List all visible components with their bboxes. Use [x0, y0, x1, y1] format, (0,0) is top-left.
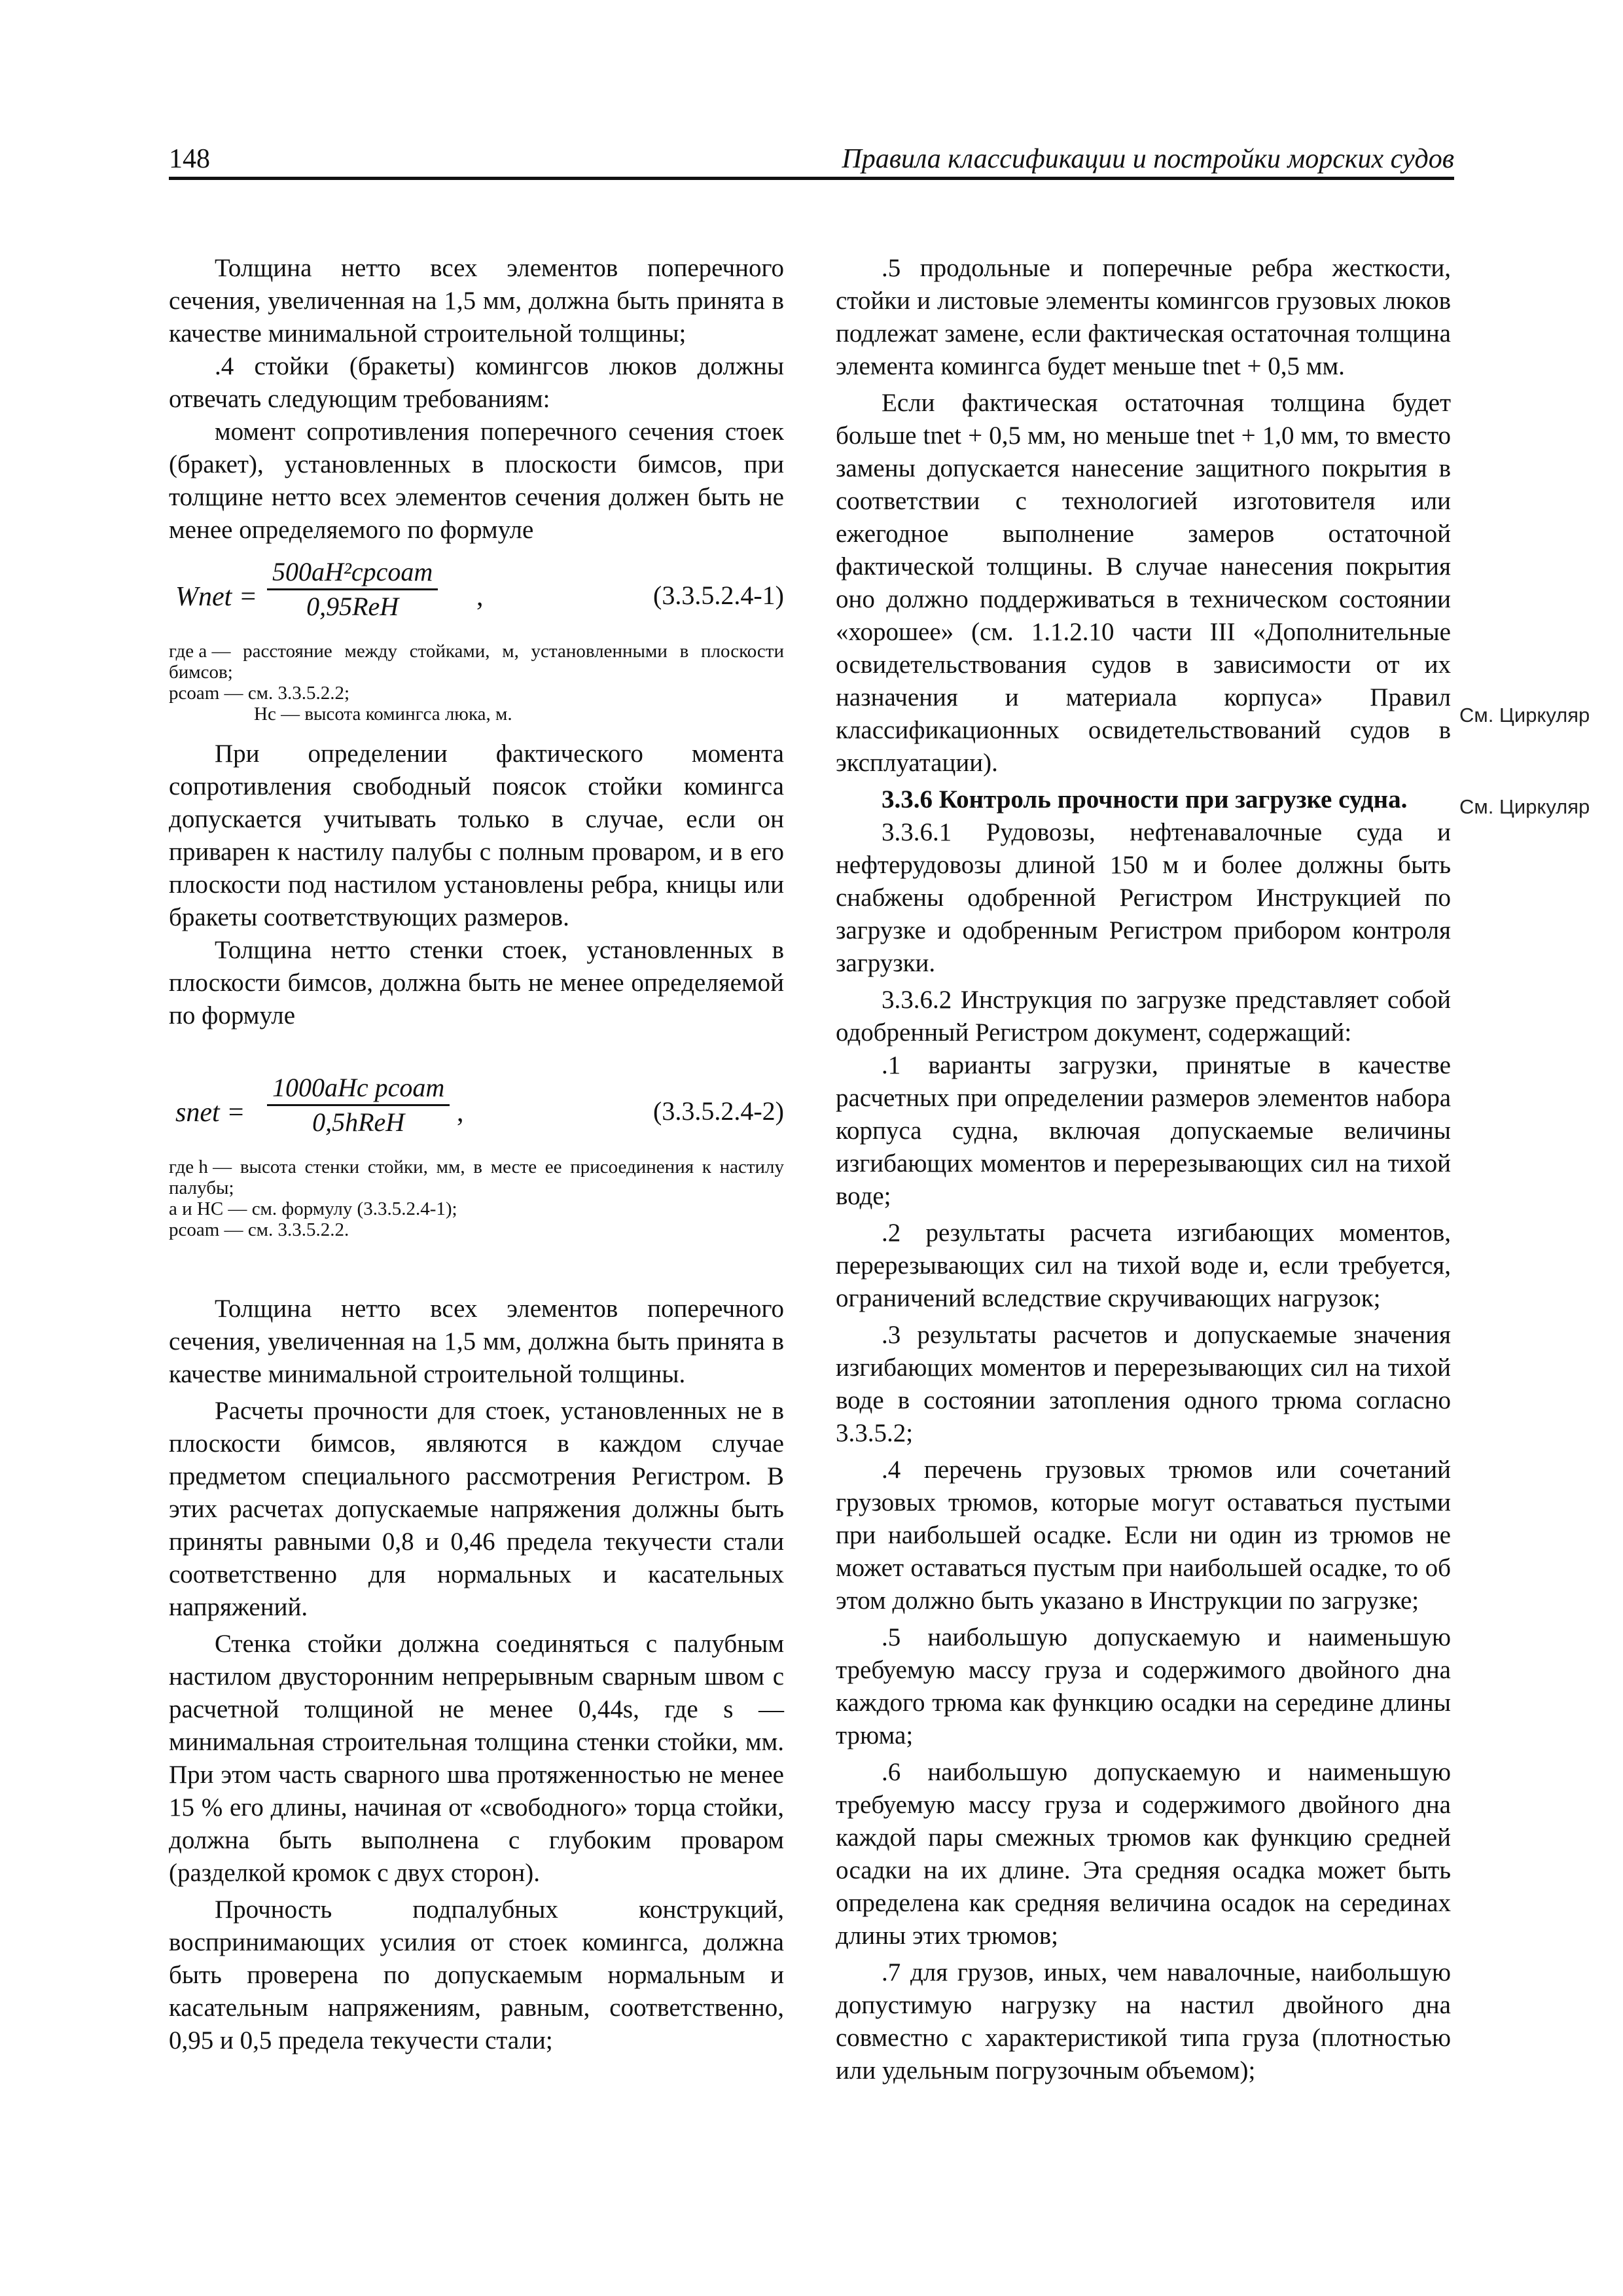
paragraph: 3.3.6.2 Инструкция по загрузке представляет собой одобренный Регистром документ, содержащий: — [836, 986, 1451, 1047]
paragraph: Если фактическая остаточная толщина будет больше tnet + 0,5 мм, но меньше tnet + 1,0 мм, то вместо замены допускается нанесение защитного покрытия в соответствии с технологией изготовителя или ежегодное выполнение замеров остаточной фактической толщины. В случае нанесения покрытия оно должно поддерживаться в техническом состоянии «хорошее» (см. 1.1.2.10 части III «Дополнительные освидетельствования судов в зависимости от их назначения и материала корпуса» Правил классификационных освидетельствований судов в эксплуатации). — [836, 389, 1451, 777]
paragraph: 3.3.6.1 Рудовозы, нефтенавалочные суда и нефтерудовозы длиной 150 м и более должны быть снабжены одобренной Регистром Инструкцией по загрузке и одобренным Регистром прибором контроля загрузки. — [836, 818, 1451, 977]
legend-item: pcoam — см. 3.3.5.2.2. — [169, 1219, 349, 1240]
formula-lhs: Wnet = — [175, 582, 258, 612]
side-note-circular[interactable]: См. Циркуляр — [1459, 704, 1590, 726]
side-note-circular[interactable]: См. Циркуляр — [1459, 795, 1590, 818]
formula-denominator: 0,95ReH — [306, 592, 399, 621]
page-number: 148 — [169, 144, 210, 174]
formula-legend — [169, 641, 784, 725]
paragraph: .5 продольные и поперечные ребра жесткости, стойки и листовые элементы комингсов грузовых люков подлежат замене, если фактическая остаточная толщина элемента комингса будет меньше tnet + 0,5 мм. — [836, 254, 1451, 380]
paragraph: Прочность подпалубных конструкций, воспринимающих усилия от стоек комингса, должна быть проверена по допускаемым нормальным и касательным напряжениям, равным, соответственно, 0,95 и 0,5 предела текучести стали; — [169, 1895, 784, 2054]
legend-item: pcoam — см. 3.3.5.2.2; — [169, 683, 350, 704]
legend-item: a и HC — см. формулу (3.3.5.2.4-1); — [169, 1198, 457, 1219]
formula-fraction — [267, 556, 438, 623]
list-item: .5 наибольшую допускаемую и наименьшую требуемую массу груза и содержимого двойного дна каждого трюма как функцию осадки на середине длины трюма; — [836, 1623, 1451, 1749]
formula-numerator: 1000aHc pcoam — [267, 1071, 450, 1106]
legend-item: Hc — высота комингса люка, м. — [254, 704, 512, 725]
formula-denominator: 0,5hReH — [312, 1107, 405, 1137]
formula-comma: , — [457, 1098, 464, 1128]
formula-fraction — [267, 1071, 450, 1139]
list-item: .2 результаты расчета изгибающих моментов, перерезывающих сил на тихой воде и, если требуется, ограничений вследствие скручивающих нагрузок; — [836, 1219, 1451, 1312]
right-column — [836, 252, 1451, 2087]
left-column — [169, 252, 784, 2057]
formula-3-3-5-2-4-1 — [169, 556, 784, 634]
paragraph: Толщина нетто стенки стоек, установленных в плоскости бимсов, должна быть не менее определяемой по формуле — [169, 936, 784, 1030]
formula-number: (3.3.5.2.4-2) — [653, 1096, 784, 1126]
formula-legend — [169, 1157, 784, 1240]
paragraph: .4 стойки (бракеты) комингсов люков должны отвечать следующим требованиям: — [169, 352, 784, 413]
paragraph: Расчеты прочности для стоек, установленных не в плоскости бимсов, являются в каждом случае предметом специального рассмотрения Регистром. В этих расчетах допускаемые напряжения должны быть приняты равными 0,8 и 0,46 предела текучести стали соответственно для нормальных и касательных напряжений. — [169, 1397, 784, 1621]
list-item: .4 перечень грузовых трюмов или сочетаний грузовых трюмов, которые могут оставаться пустыми при наибольшей осадке. Если ни один из трюмов не может оставаться пустым при наибольшей осадке, то об этом должно быть указано в Инструкции по загрузке; — [836, 1456, 1451, 1615]
legend-item: где h — высота стенки стойки, мм, в месте ее присоединения к настилу палубы; — [169, 1157, 785, 1198]
paragraph: Толщина нетто всех элементов поперечного сечения, увеличенная на 1,5 мм, должна быть принята в качестве минимальной строительной толщины. — [169, 1295, 784, 1388]
list-item: .6 наибольшую допускаемую и наименьшую требуемую массу груза и содержимого двойного дна каждой пары смежных трюмов как функцию средней осадки на их длине. Эта средняя осадка может быть определена как средняя величина осадок на серединах длины этих трюмов; — [836, 1758, 1451, 1950]
paragraph: момент сопротивления поперечного сечения стоек (бракет), установленных в плоскости бимсов, при толщине нетто всех элементов сечения должен быть не менее определяемого по формуле — [169, 418, 784, 544]
formula-numerator: 500aH²cpcoam — [267, 556, 438, 590]
formula-comma: , — [476, 582, 484, 612]
formula-lhs: snet = — [175, 1098, 245, 1128]
paragraph: Толщина нетто всех элементов поперечного сечения, увеличенная на 1,5 мм, должна быть принята в качестве минимальной строительной толщины; — [169, 254, 784, 348]
paragraph: Стенка стойки должна соединяться с палубным настилом двусторонним непрерывным сварным швом с расчетной толщиной не менее 0,44s, где s — минимальная строительная толщина стенки стойки, мм. При этом часть сварного шва протяженностью не менее 15 % его длины, начиная от «свободного» торца стойки, должна быть выполнена с глубоким проваром (разделкой кромок с двух сторон). — [169, 1630, 784, 1887]
legend-item: где a — расстояние между стойками, м, установленными в плоскости бимсов; — [169, 641, 784, 683]
list-item: .7 для грузов, иных, чем навалочные, наибольшую допустимую нагрузку на настил двойного дна совместно с характеристикой типа груза (плотностью или удельным погрузочным объемом); — [836, 1958, 1451, 2085]
section-heading: 3.3.6 Контроль прочности при загрузке судна. — [882, 785, 1408, 814]
formula-3-3-5-2-4-2 — [169, 1071, 784, 1150]
paragraph: При определении фактического момента сопротивления свободный поясок стойки комингса допускается учитывать только в случае, если он приварен к настилу палубы с полным проваром, и в его плоскости под настилом установлены ребра, кницы или бракеты соответствующих размеров. — [169, 740, 784, 931]
running-title: Правила классификации и постройки морских судов — [842, 144, 1454, 174]
list-item: .1 варианты загрузки, принятые в качестве расчетных при определении размеров элементов набора корпуса судна, включая допускаемые величины изгибающих моментов и перерезывающих сил на тихой воде; — [836, 1051, 1451, 1210]
formula-number: (3.3.5.2.4-1) — [653, 581, 784, 610]
header-rule — [169, 177, 1454, 180]
list-item: .3 результаты расчетов и допускаемые значения изгибающих моментов и перерезывающих сил на тихой воде в состоянии затопления одного трюма согласно 3.3.5.2; — [836, 1321, 1451, 1447]
